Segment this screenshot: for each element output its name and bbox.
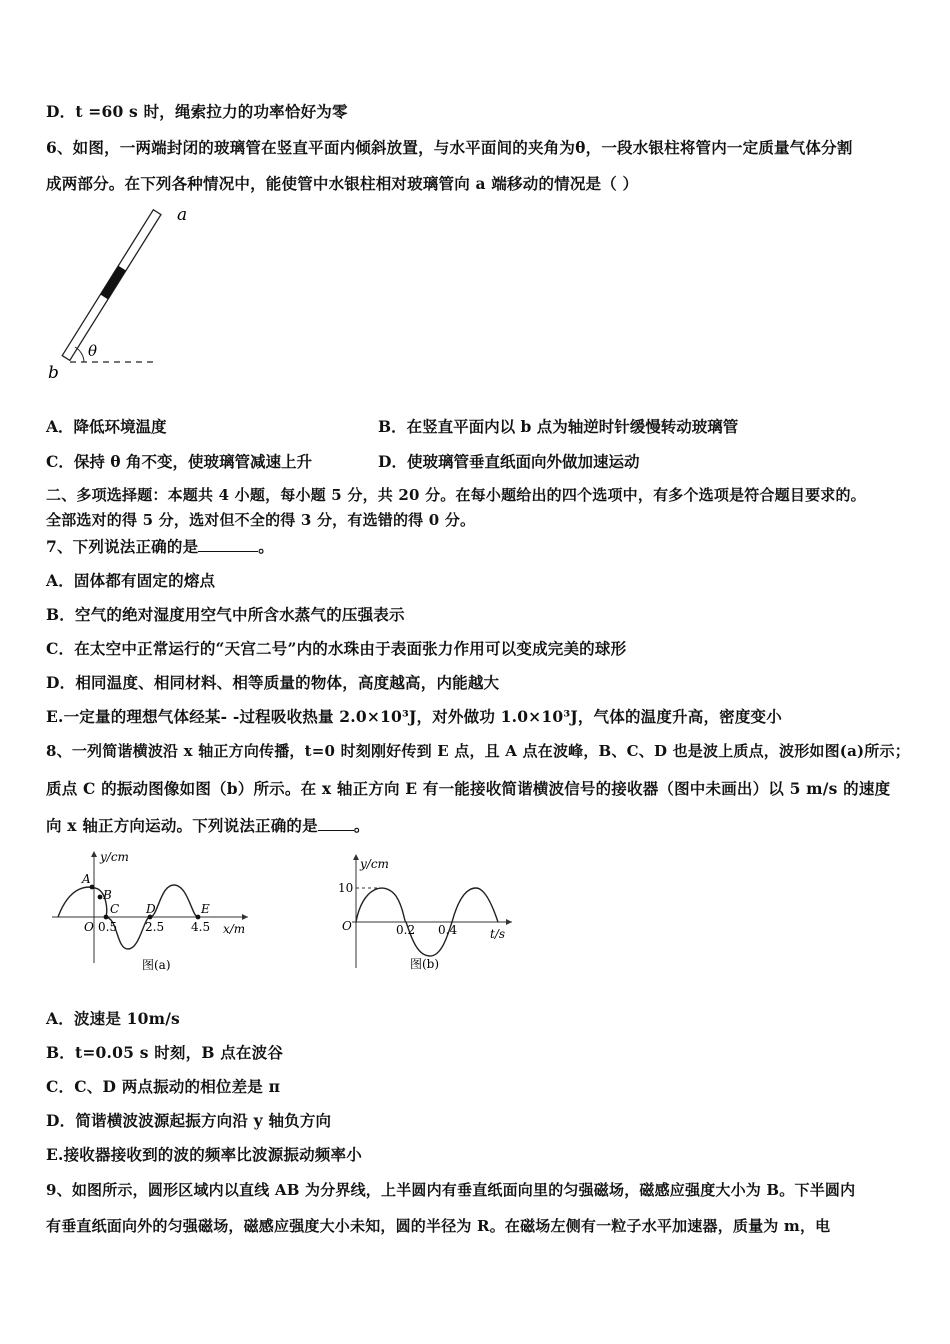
q8-option-b: B．t=0.05 s 时刻，B 点在波谷 [46, 1043, 284, 1062]
q7-option-e: E.一定量的理想气体经某- -过程吸收热量 2.0×10³J，对外做功 1.0×10³J，气体的温度升高，密度变小 [46, 707, 782, 726]
q8-figure-a [48, 845, 258, 980]
q8-option-d: D．简谐横波波源起振方向沿 y 轴负方向 [46, 1111, 332, 1130]
label-C: C [110, 902, 120, 916]
q6-option-b: B．在竖直平面内以 b 点为轴逆时针缓慢转动玻璃管 [378, 417, 739, 436]
q8-stem-end: 。 [353, 816, 370, 835]
section2-line1: 二、多项选择题：本题共 4 小题，每小题 5 分，共 20 分。在每小题给出的四个选项中，有多个选项是符合题目要求的。 [46, 486, 866, 504]
label-A: A [82, 872, 91, 886]
q9-stem-line1: 9、如图所示，圆形区域内以直线 AB 为分界线，上半圆内有垂直纸面向里的匀强磁场，磁感应强度大小为 B。下半圆内 [46, 1181, 856, 1199]
label-theta: θ [88, 342, 98, 360]
caption-b: 图(b) [410, 957, 440, 971]
glass-tube [62, 210, 161, 361]
point-b [98, 895, 103, 900]
q8-option-c: C．C、D 两点振动的相位差是 π [46, 1077, 281, 1096]
q9-stem-line2: 有垂直纸面向外的匀强磁场，磁感应强度大小未知，圆的半径为 R。在磁场左侧有一粒子水平加速器，质量为 m，电 [46, 1217, 831, 1235]
origin-label: O [342, 919, 352, 933]
y-axis-label: y/cm [100, 850, 129, 864]
q6-tube-figure [44, 200, 204, 385]
tick-2.5: 2.5 [145, 920, 165, 934]
t-axis-label: t/s [490, 927, 506, 941]
q7-option-a: A．固体都有固定的熔点 [46, 571, 216, 590]
q8-option-a: A．波速是 10m/s [46, 1009, 180, 1028]
label-b: b [48, 363, 59, 383]
q7-answer-blank [198, 537, 258, 552]
q8-figure-b [334, 850, 519, 980]
tick-4.5: 4.5 [191, 920, 211, 934]
q6-stem-line1: 6、如图，一两端封闭的玻璃管在竖直平面内倾斜放置，与水平面间的夹角为θ，一段水银柱将管内一定质量气体分割 [46, 138, 853, 157]
x-axis-label: x/m [223, 922, 246, 936]
q6-stem-line2: 成两部分。在下列各种情况中，能使管中水银柱相对玻璃管向 a 端移动的情况是（ ） [46, 174, 639, 193]
q8-answer-blank [318, 816, 354, 831]
caption-a: 图(a) [142, 958, 171, 972]
q8-stem-line2: 质点 C 的振动图像如图（b）所示。在 x 轴正方向 E 有一能接收简谐横波信号的接收器（图中未画出）以 5 m/s 的速度 [46, 779, 891, 798]
origin-label: O [84, 920, 94, 934]
label-E: E [201, 902, 210, 916]
y-tick-10: 10 [338, 881, 354, 895]
q7-stem [46, 535, 274, 557]
q7-stem-end: 。 [258, 537, 274, 556]
label-B: B [103, 888, 112, 902]
q6-option-a: A．降低环境温度 [46, 417, 167, 436]
q8-stem-text: 向 x 轴正方向运动。下列说法正确的是 [46, 816, 318, 835]
y-axis-label: y/cm [360, 857, 389, 871]
q8-option-e: E.接收器接收到的波的频率比波源振动频率小 [46, 1145, 362, 1164]
q7-option-b: B．空气的绝对湿度用空气中所含水蒸气的压强表示 [46, 605, 405, 624]
q7-option-d: D．相同温度、相同材料、相等质量的物体，高度越高，内能越大 [46, 673, 500, 692]
tick-0.5: 0.5 [98, 920, 118, 934]
prev-option-d: D．t =60 s 时，绳索拉力的功率恰好为零 [46, 102, 348, 121]
q7-stem-text: 7、下列说法正确的是 [46, 537, 199, 556]
q8-stem-line3 [46, 814, 370, 836]
tick-0.2: 0.2 [396, 923, 416, 937]
q7-option-c: C．在太空中正常运行的“天宫二号”内的水珠由于表面张力作用可以变成完美的球形 [46, 639, 627, 658]
label-a: a [177, 205, 188, 225]
label-D: D [146, 902, 156, 916]
q8-stem-line1: 8、一列简谐横波沿 x 轴正方向传播，t=0 时刻刚好传到 E 点，且 A 点在波峰，B、C、D 也是波上质点，波形如图(a)所示； [46, 742, 910, 760]
mercury-column [100, 266, 126, 300]
tick-0.4: 0.4 [438, 923, 458, 937]
point-c [104, 915, 109, 920]
point-e [196, 915, 201, 920]
q6-option-d: D．使玻璃管垂直纸面向外做加速运动 [378, 452, 640, 471]
q6-option-c: C．保持 θ 角不变，使玻璃管减速上升 [46, 452, 312, 471]
section2-line2: 全部选对的得 5 分，选对但不全的得 3 分，有选错的得 0 分。 [46, 511, 476, 529]
